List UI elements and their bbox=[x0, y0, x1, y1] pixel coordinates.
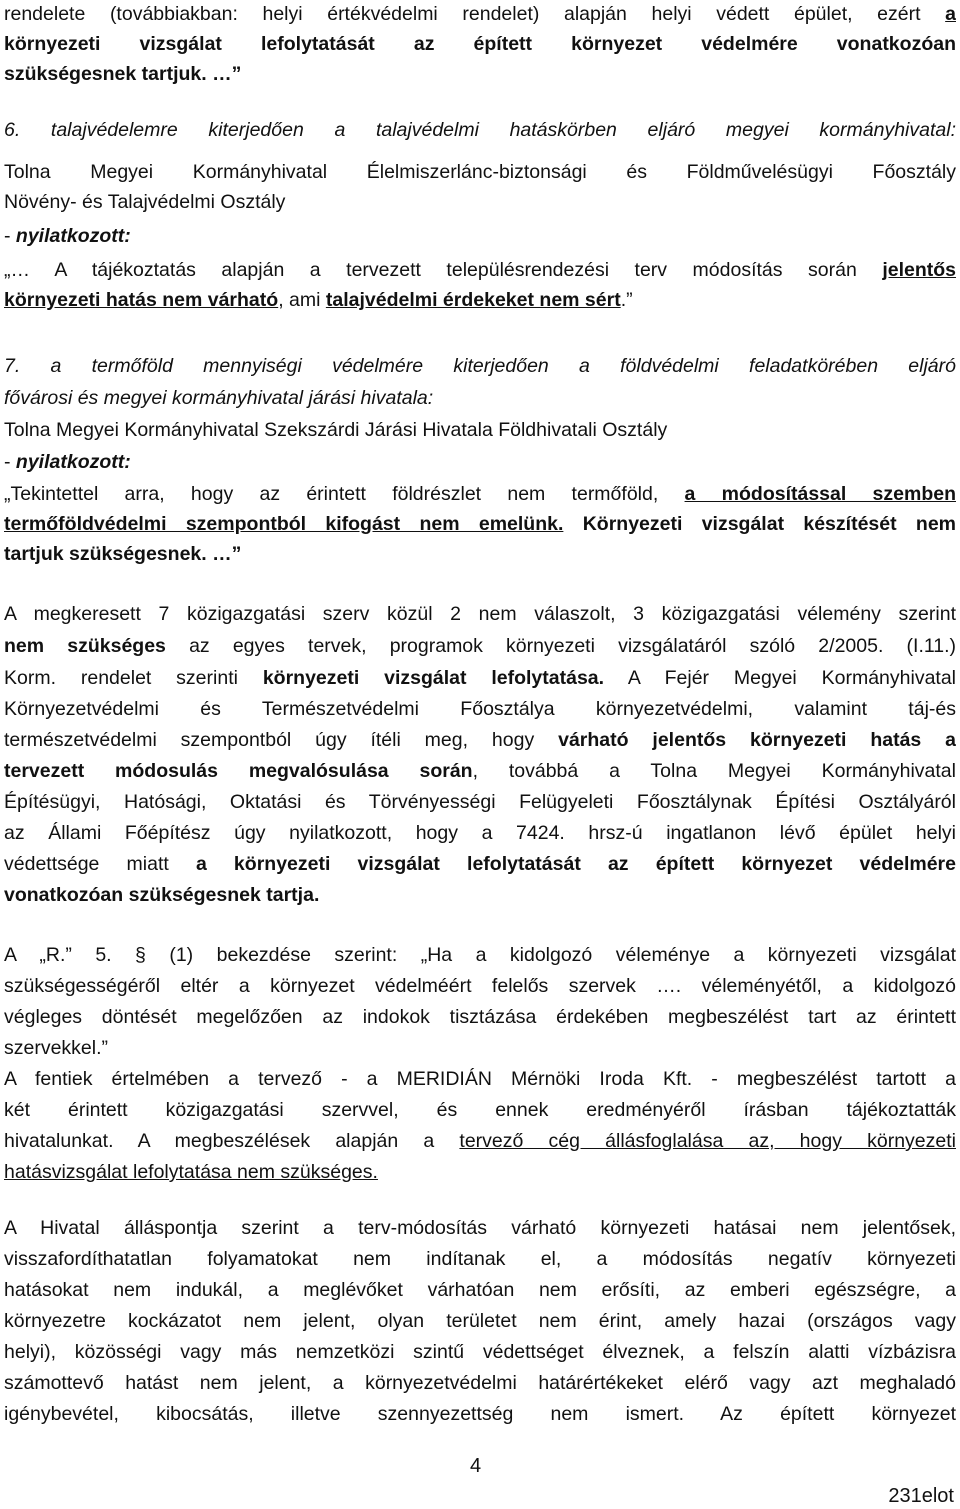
para3-line-4: környezetre kockázatot nem jelent, olyan területet nem érint, amely hazai (országos vagy bbox=[4, 1310, 956, 1332]
para1-line-10: vonatkozóan szükségesnek tartja. bbox=[4, 884, 320, 906]
item7-heading-2: fővárosi és megyei kormányhivatal járási hivatala: bbox=[4, 387, 434, 409]
para2-line-8: hatásvizsgálat lefolytatása nem szükséges. bbox=[4, 1161, 378, 1183]
item7-quote-1: „Tekintettel arra, hogy az érintett földrészlet nem termőföld, a módosítással szemben bbox=[4, 483, 956, 505]
item7-statement-label: - nyilatkozott: bbox=[4, 451, 131, 473]
para2-line-7: hivatalunkat. A megbeszélések alapján a tervező cég állásfoglalása az, hogy környezeti bbox=[4, 1130, 956, 1152]
para1-line-7: Építésügyi, Hatósági, Oktatási és Törvényességi Felügyeleti Főosztálynak Építési Osztályáról bbox=[4, 791, 956, 813]
para2-line-3: végleges döntését megelőzően az indokok tisztázása érdekében megbeszélést tart az érintett bbox=[4, 1006, 956, 1028]
page-number: 4 bbox=[470, 1455, 482, 1477]
para3-line-1: A Hivatal álláspontja szerint a terv-módosítás várható környezeti hatásai nem jelentősek, bbox=[4, 1217, 956, 1239]
para1-line-5: természetvédelmi szempontból úgy ítéli meg, hogy várható jelentős környezeti hatás a bbox=[4, 729, 956, 751]
item7-quote-2: termőföldvédelmi szempontból kifogást nem emelünk. Környezeti vizsgálat készítését nem bbox=[4, 513, 956, 535]
para2-line-6: két érintett közigazgatási szervvel, és ennek eredményéről írásban tájékoztatták bbox=[4, 1099, 956, 1121]
para1-line-2: nem szükséges az egyes tervek, programok környezeti vizsgálatáról szóló 2/2005. (I.11.) bbox=[4, 635, 956, 657]
item6-authority-1: Tolna Megyei Kormányhivatal Élelmiszerlánc-biztonsági és Földművelésügyi Főosztály bbox=[4, 161, 956, 183]
para3-line-6: számottevő hatást nem jelent, a környezetvédelmi határértékeket elérő vagy azt meghaladó bbox=[4, 1372, 956, 1394]
para2-line-5: A fentiek értelmében a tervező - a MERIDIÁN Mérnöki Iroda Kft. - megbeszélést tartott a bbox=[4, 1068, 956, 1090]
para1-line-4: Környezetvédelmi és Természetvédelmi Főosztálya környezetvédelmi, valamint táj-és bbox=[4, 698, 956, 720]
item6-heading: 6. talajvédelemre kiterjedően a talajvédelmi hatáskörben eljáró megyei kormányhivatal: bbox=[4, 119, 956, 141]
intro-line-1: rendelete (továbbiakban: helyi értékvédelmi rendelet) alapján helyi védett épület, ezért a bbox=[4, 3, 956, 25]
para3-line-2: visszafordíthatatlan folyamatokat nem indítanak el, a módosítás negatív környezeti bbox=[4, 1248, 956, 1270]
item7-quote-3: tartjuk szükségesnek. …” bbox=[4, 543, 242, 565]
item6-quote-1: „… A tájékoztatás alapján a tervezett településrendezési terv módosítás során jelentős bbox=[4, 259, 956, 281]
footer-code: 231elot bbox=[888, 1485, 954, 1507]
para2-line-2: szükségességéről eltér a környezet védelméért felelős szervek …. véleményétől, a kidolgozó bbox=[4, 975, 956, 997]
para2-line-4: szervekkel.” bbox=[4, 1037, 109, 1059]
para3-line-7: igénybevétel, kibocsátás, illetve szennyezettség nem ismert. Az épített környezet bbox=[4, 1403, 956, 1425]
item6-quote-2: környezeti hatás nem várható, ami talajvédelmi érdekeket nem sért.” bbox=[4, 289, 633, 311]
intro-line-3: szükségesnek tartjuk. …” bbox=[4, 63, 242, 85]
intro-line-2: környezeti vizsgálat lefolytatását az épített környezet védelmére vonatkozóan bbox=[4, 33, 956, 55]
para1-line-8: az Állami Főépítész úgy nyilatkozott, hogy a 7424. hrsz-ú ingatlanon lévő épület helyi bbox=[4, 822, 956, 844]
para1-line-6: tervezett módosulás megvalósulása során, továbbá a Tolna Megyei Kormányhivatal bbox=[4, 760, 956, 782]
para1-line-1: A megkeresett 7 közigazgatási szerv közül 2 nem válaszolt, 3 közigazgatási vélemény szerint bbox=[4, 603, 956, 625]
item7-authority: Tolna Megyei Kormányhivatal Szekszárdi Járási Hivatala Földhivatali Osztály bbox=[4, 419, 668, 441]
item6-authority-2: Növény- és Talajvédelmi Osztály bbox=[4, 191, 286, 213]
para1-line-9: védettsége miatt a környezeti vizsgálat lefolytatását az épített környezet védelmére bbox=[4, 853, 956, 875]
para2-line-1: A „R.” 5. § (1) bekezdése szerint: „Ha a kidolgozó véleménye a környezeti vizsgálat bbox=[4, 944, 956, 966]
item6-statement-label: - nyilatkozott: bbox=[4, 225, 131, 247]
para3-line-3: hatásokat nem indukál, a meglévőket várhatóan nem erősíti, az emberi egészségre, a bbox=[4, 1279, 956, 1301]
para3-line-5: helyi), közösségi vagy más nemzetközi szintű védettséget élveznek, a felszín alatti vízbázisra bbox=[4, 1341, 956, 1363]
para1-line-3: Korm. rendelet szerinti környezeti vizsgálat lefolytatása. A Fejér Megyei Kormányhivatal bbox=[4, 667, 956, 689]
item7-heading-1: 7. a termőföld mennyiségi védelmére kiterjedően a földvédelmi feladatkörében eljáró bbox=[4, 355, 956, 377]
